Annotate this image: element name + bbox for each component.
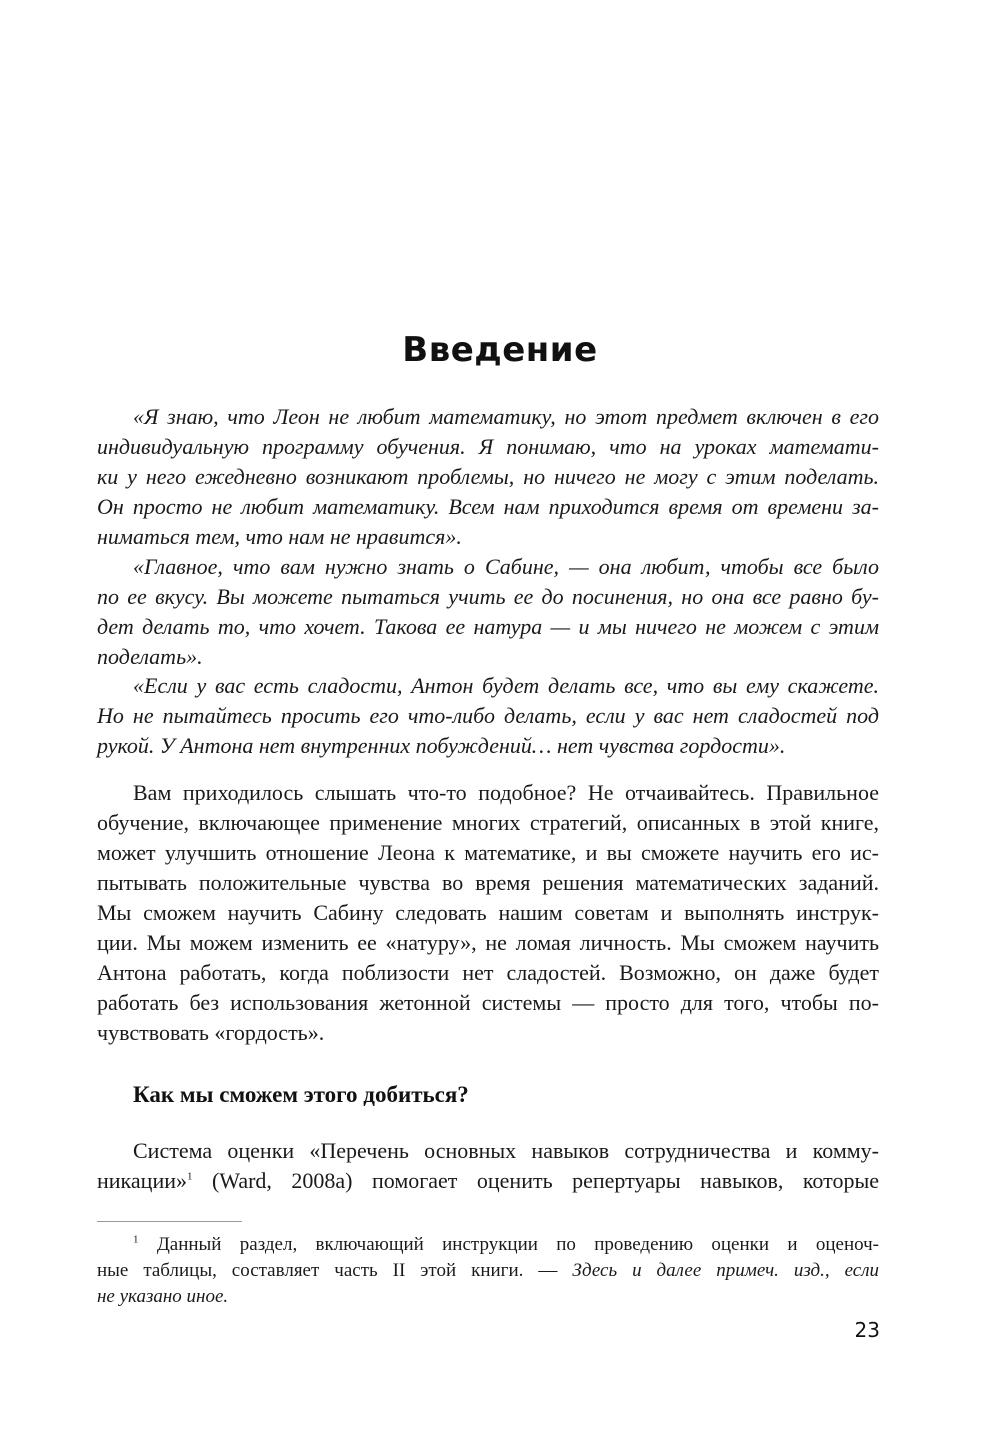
text-fragment-italic: Здесь и далее примеч. изд., если bbox=[572, 1260, 880, 1281]
footnote-marker: 1 bbox=[133, 1233, 139, 1246]
body-paragraph bbox=[97, 778, 879, 1048]
footnote-reference[interactable]: 1 bbox=[187, 1170, 193, 1183]
footnote-line bbox=[97, 1258, 879, 1284]
text-line: ции. Мы можем изменить ее «натуру», не ломая личность. Мы сможем научить bbox=[97, 930, 879, 955]
text-line: по ее вкусу. Вы можете пытаться учить ее до посинения, но она все равно бу- bbox=[97, 584, 879, 609]
text-fragment: никации» bbox=[97, 1168, 187, 1193]
text-line: работать без использования жетонной системы — просто для того, чтобы по- bbox=[97, 990, 879, 1015]
text-line: ки у него ежедневно возникают проблемы, но ничего не могу с этим поделать. bbox=[97, 464, 879, 489]
text-line: «Главное, что вам нужно знать о Сабине, — она любит, чтобы все было bbox=[133, 554, 879, 579]
text-line: ниматься тем, что нам не нравится». bbox=[97, 524, 462, 549]
quote-sabina bbox=[97, 552, 879, 672]
page-number: 23 bbox=[854, 1318, 880, 1342]
footnote-line: не указано иное. bbox=[97, 1286, 229, 1307]
text-line: Он просто не любит математику. Всем нам приходится время от времени за- bbox=[97, 494, 879, 519]
text-line: «Я знаю, что Леон не любит математику, но этот предмет включен в его bbox=[133, 404, 879, 429]
text-fragment: ные таблицы, составляет часть II этой книги. — bbox=[97, 1260, 573, 1281]
quote-anton bbox=[97, 671, 879, 761]
text-line: индивидуальную программу обучения. Я понимаю, что на уроках математи- bbox=[97, 434, 879, 459]
text-line: может улучшить отношение Леона к математике, и вы сможете научить его ис- bbox=[97, 840, 879, 865]
section-heading: Как мы сможем этого добиться? bbox=[133, 1082, 469, 1107]
text-line: Антона работать, когда поблизости нет сладостей. Возможно, он даже будет bbox=[97, 960, 879, 985]
text-line bbox=[97, 1166, 879, 1196]
text-line: рукой. У Антона нет внутренних побуждений… нет чувства гордости». bbox=[97, 733, 786, 758]
section-paragraph bbox=[97, 1136, 879, 1196]
text-line: дет делать то, что хочет. Такова ее натура — и мы ничего не можем с этим bbox=[97, 614, 879, 639]
text-line: Вам приходилось слышать что-то подобное? Не отчаивайтесь. Правильное bbox=[133, 780, 879, 805]
text-fragment: Данный раздел, включающий инструкции по проведению оценки и оценоч- bbox=[138, 1234, 879, 1255]
text-line: «Если у вас есть сладости, Антон будет делать все, что вы ему скажете. bbox=[133, 673, 879, 698]
chapter-title: Введение bbox=[402, 330, 598, 370]
footnote bbox=[97, 1232, 879, 1310]
text-line: Система оценки «Перечень основных навыков сотрудничества и комму- bbox=[133, 1138, 879, 1163]
text-line: Мы сможем научить Сабину следовать нашим советам и выполнять инструк- bbox=[97, 900, 879, 925]
text-line: поделать». bbox=[97, 644, 203, 669]
text-line: чувствовать «гордость». bbox=[97, 1020, 325, 1045]
text-fragment: (Ward, 2008a) помогает оценить репертуары навыков, которые bbox=[192, 1168, 879, 1193]
footnote-divider bbox=[97, 1221, 242, 1222]
text-line: пытывать положительные чувства во время решения математических заданий. bbox=[97, 870, 879, 895]
text-line: обучение, включающее применение многих стратегий, описанных в этой книге, bbox=[97, 810, 879, 835]
quote-leon bbox=[97, 402, 879, 552]
text-line: Но не пытайтесь просить его что-либо делать, если у вас нет сладостей под bbox=[97, 703, 879, 728]
footnote-line bbox=[97, 1232, 879, 1258]
